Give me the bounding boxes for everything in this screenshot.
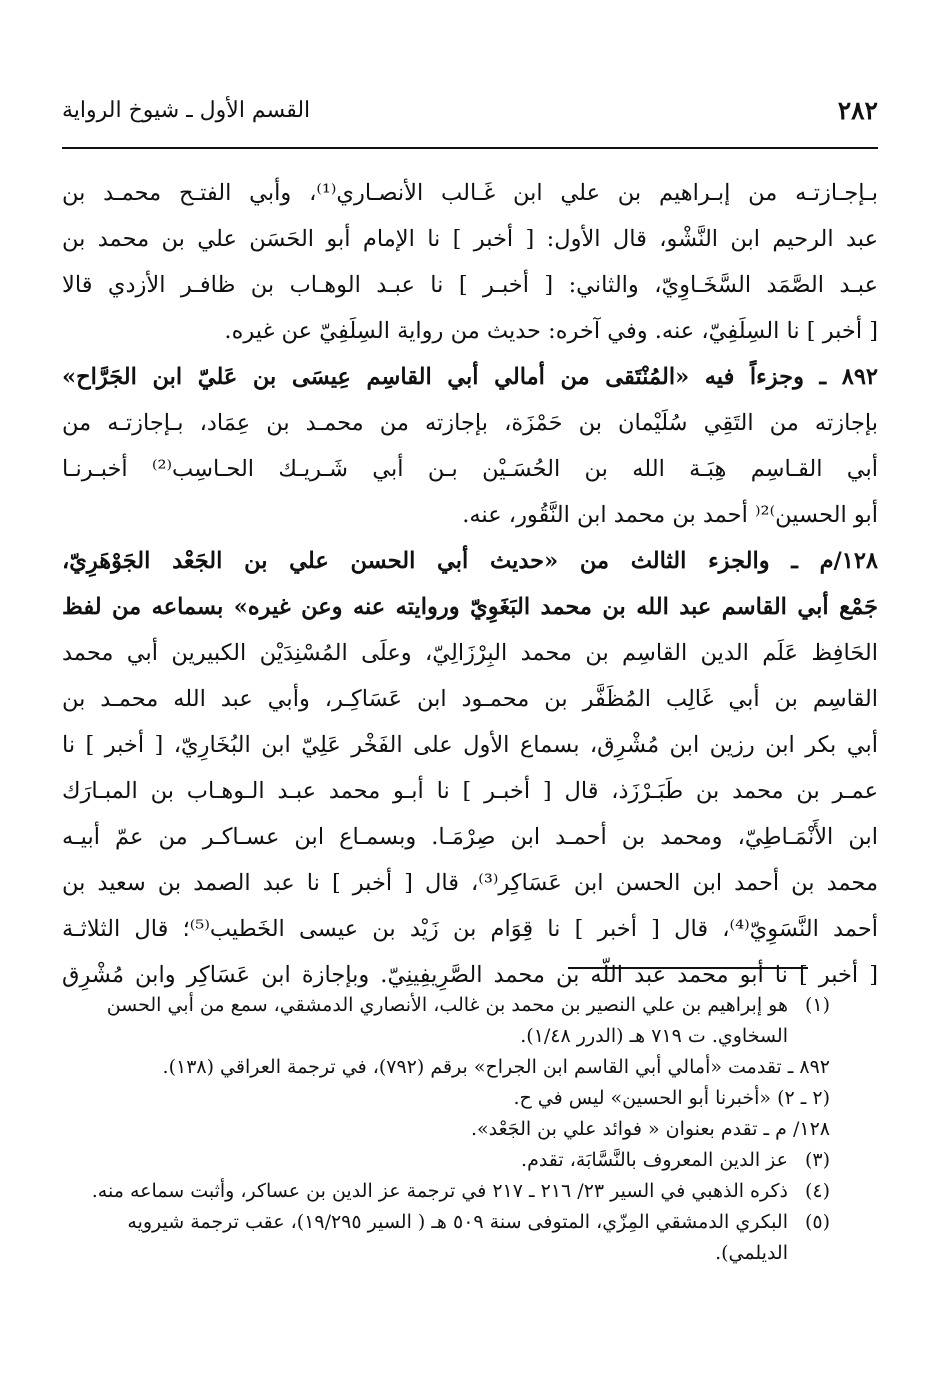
footnote: ١٢٨/ م ـ تقدم بعنوان « فوائد علي بن الجَعْد». [471, 1118, 830, 1140]
page-number: ٢٨٢ [837, 96, 878, 125]
footnote: ٨٩٢ ـ تقدمت «أمالي أبي القاسم ابن الجراح» برقم (٧٩٢)، في ترجمة العراقي (١٣٨). [162, 1056, 830, 1078]
footnote-mark: (١) [804, 994, 830, 1016]
text-line: محمد بن أحمد ابن الحسن ابن عَسَاكِر⁽³⁾، قال [ أخبر ] نا عبد الصمد بن سعيد بن [62, 870, 878, 896]
text-line: ابن الأَنْمَـاطِيّ، ومحمد بن أحمـد ابن صِرْمَـا. وبسمـاع ابن عسـاكـر من عمّ أبيـه [62, 824, 878, 850]
text-line: عمـر بن محمد بن طَبَـرْزَذ، قال [ أخبـر ] نا أبـو محمد عبـد الـوهـاب بن المبـارَك [62, 778, 878, 804]
page-header [62, 96, 878, 136]
footnote [62, 1145, 830, 1176]
footnote: (٢ ـ ٢) «أخبرنا أبو الحسين» ليس في ح. [513, 1087, 830, 1109]
text-line: بإجازته من التَقِي سُلَيْمان بن حَمْزَة، بإجازته من محمـد بن عِمَاد، بـإجازتـه من [62, 410, 878, 436]
text-line: أبو الحسين⁾²⁽ أحمد بن محمد ابن النَّقُور، عنه. [462, 502, 878, 528]
text-line: [ أخبر ] نا السِلَفِيّ، عنه. وفي آخره: حديث من رواية السِلَفِيّ عن غيره. [224, 318, 878, 344]
entry-heading-128m: ١٢٨/م ـ والجزء الثالث من «حديث أبي الحسن علي بن الجَعْد الجَوْهَرِيّ، [62, 548, 878, 574]
text-line: [ أخبر ] نا أبو محمد عبد اللّه بن محمد الصَّرِيفِينِيّ. وبإجازة ابن عَسَاكِر وابن مُشْرِق [62, 962, 878, 988]
text-line: أحمد النَّسَوِيّ⁽⁴⁾، قال [ أخبر ] نا قِوَام بن زَيْد بن عيسى الخَطيب⁽⁵⁾؛ قال الثلاثـة [62, 916, 878, 942]
footnote-text: عز الدين المعروف بالنَّسَّابَة، تقدم. [521, 1149, 788, 1171]
footnote [62, 1176, 830, 1207]
footnote-continuation: الديلمي). [715, 1242, 788, 1264]
text-line: أبي بكر ابن رزين ابن مُشْرِق، بسماع الأول على الفَخْر عَلِيّ ابن البُخَارِيّ، [ أخبر ] نا [62, 732, 878, 758]
footnote-mark: (٥) [804, 1211, 830, 1233]
main-text [62, 170, 878, 998]
entry-heading-128m-cont: جَمْع أبي القاسم عبد الله بن محمد البَغَوِيّ وروايته عنه وعن غيره» بسماعه من لفظ [62, 594, 878, 620]
footnote [62, 990, 830, 1021]
footnote-text: البكري الدمشقي المِزّي، المتوفى سنة ٥٠٩ هـ ( السير ١٩/٢٩٥)، عقب ترجمة شيرويه [127, 1211, 788, 1233]
footnote-mark: (٤) [804, 1180, 830, 1202]
text-line: الحَافِظ عَلَم الدين القاسِم بن محمد البِرْزَالِيّ، وعلَى المُسْنِدَيْن الكبيرين أبي محمد [62, 640, 878, 666]
header-rule [62, 147, 878, 149]
footnote [62, 1207, 830, 1238]
footnotes [62, 990, 830, 1269]
text-line: بـإجـازتـه من إبـراهيم بن علي ابن غَـالب الأنصـاري⁽¹⁾، وأبي الفتـح محمـد بن [62, 180, 878, 206]
footnote-text: ذكره الذهبي في السير ٢٣/ ٢١٦ ـ ٢١٧ في ترجمة عز الدين بن عساكر، وأثبت سماعه منه. [91, 1180, 788, 1202]
text-line: أبي القـاسِم هِبَـة الله بن الحُسَـيْن بـن أبي شَـريـك الحـاسِب⁽²⁾ أخبـرنـا [62, 456, 878, 482]
entry-heading-892: ٨٩٢ ـ وجزءاً فيه «المُنْتَقى من أمالي أبي القاسِم عِيسَى بن عَليّ ابن الجَرَّاح» [62, 364, 878, 390]
text-line: عبد الرحيم ابن النَّشْو، قال الأول: [ أخبر ] نا الإمام أبو الحَسَن علي بن محمد بن [62, 226, 878, 252]
footnote-text: هو إبراهيم بن علي النصير بن محمد بن غالب، الأنصاري الدمشقي، سمع من أبي الحسن [106, 994, 788, 1016]
text-line: عبـد الصَّمَد السَّخَـاوِيّ، والثاني: [ أخبـر ] نا عبـد الوهـاب بن ظافـر الأزدي قالا [62, 272, 878, 298]
text-line: القاسِم بن أبي غَالِب المُظَفَّر بن محمـود ابن عَسَاكِـر، وأبي عبد الله محمـد بن [62, 686, 878, 712]
footnote-rule [568, 967, 808, 969]
footnote-mark: (٣) [804, 1149, 830, 1171]
footnote-continuation: السخاوي. ت ٧١٩ هـ (الدرر ١/٤٨). [520, 1025, 788, 1047]
running-title: القسم الأول ـ شيوخ الرواية [62, 98, 311, 123]
